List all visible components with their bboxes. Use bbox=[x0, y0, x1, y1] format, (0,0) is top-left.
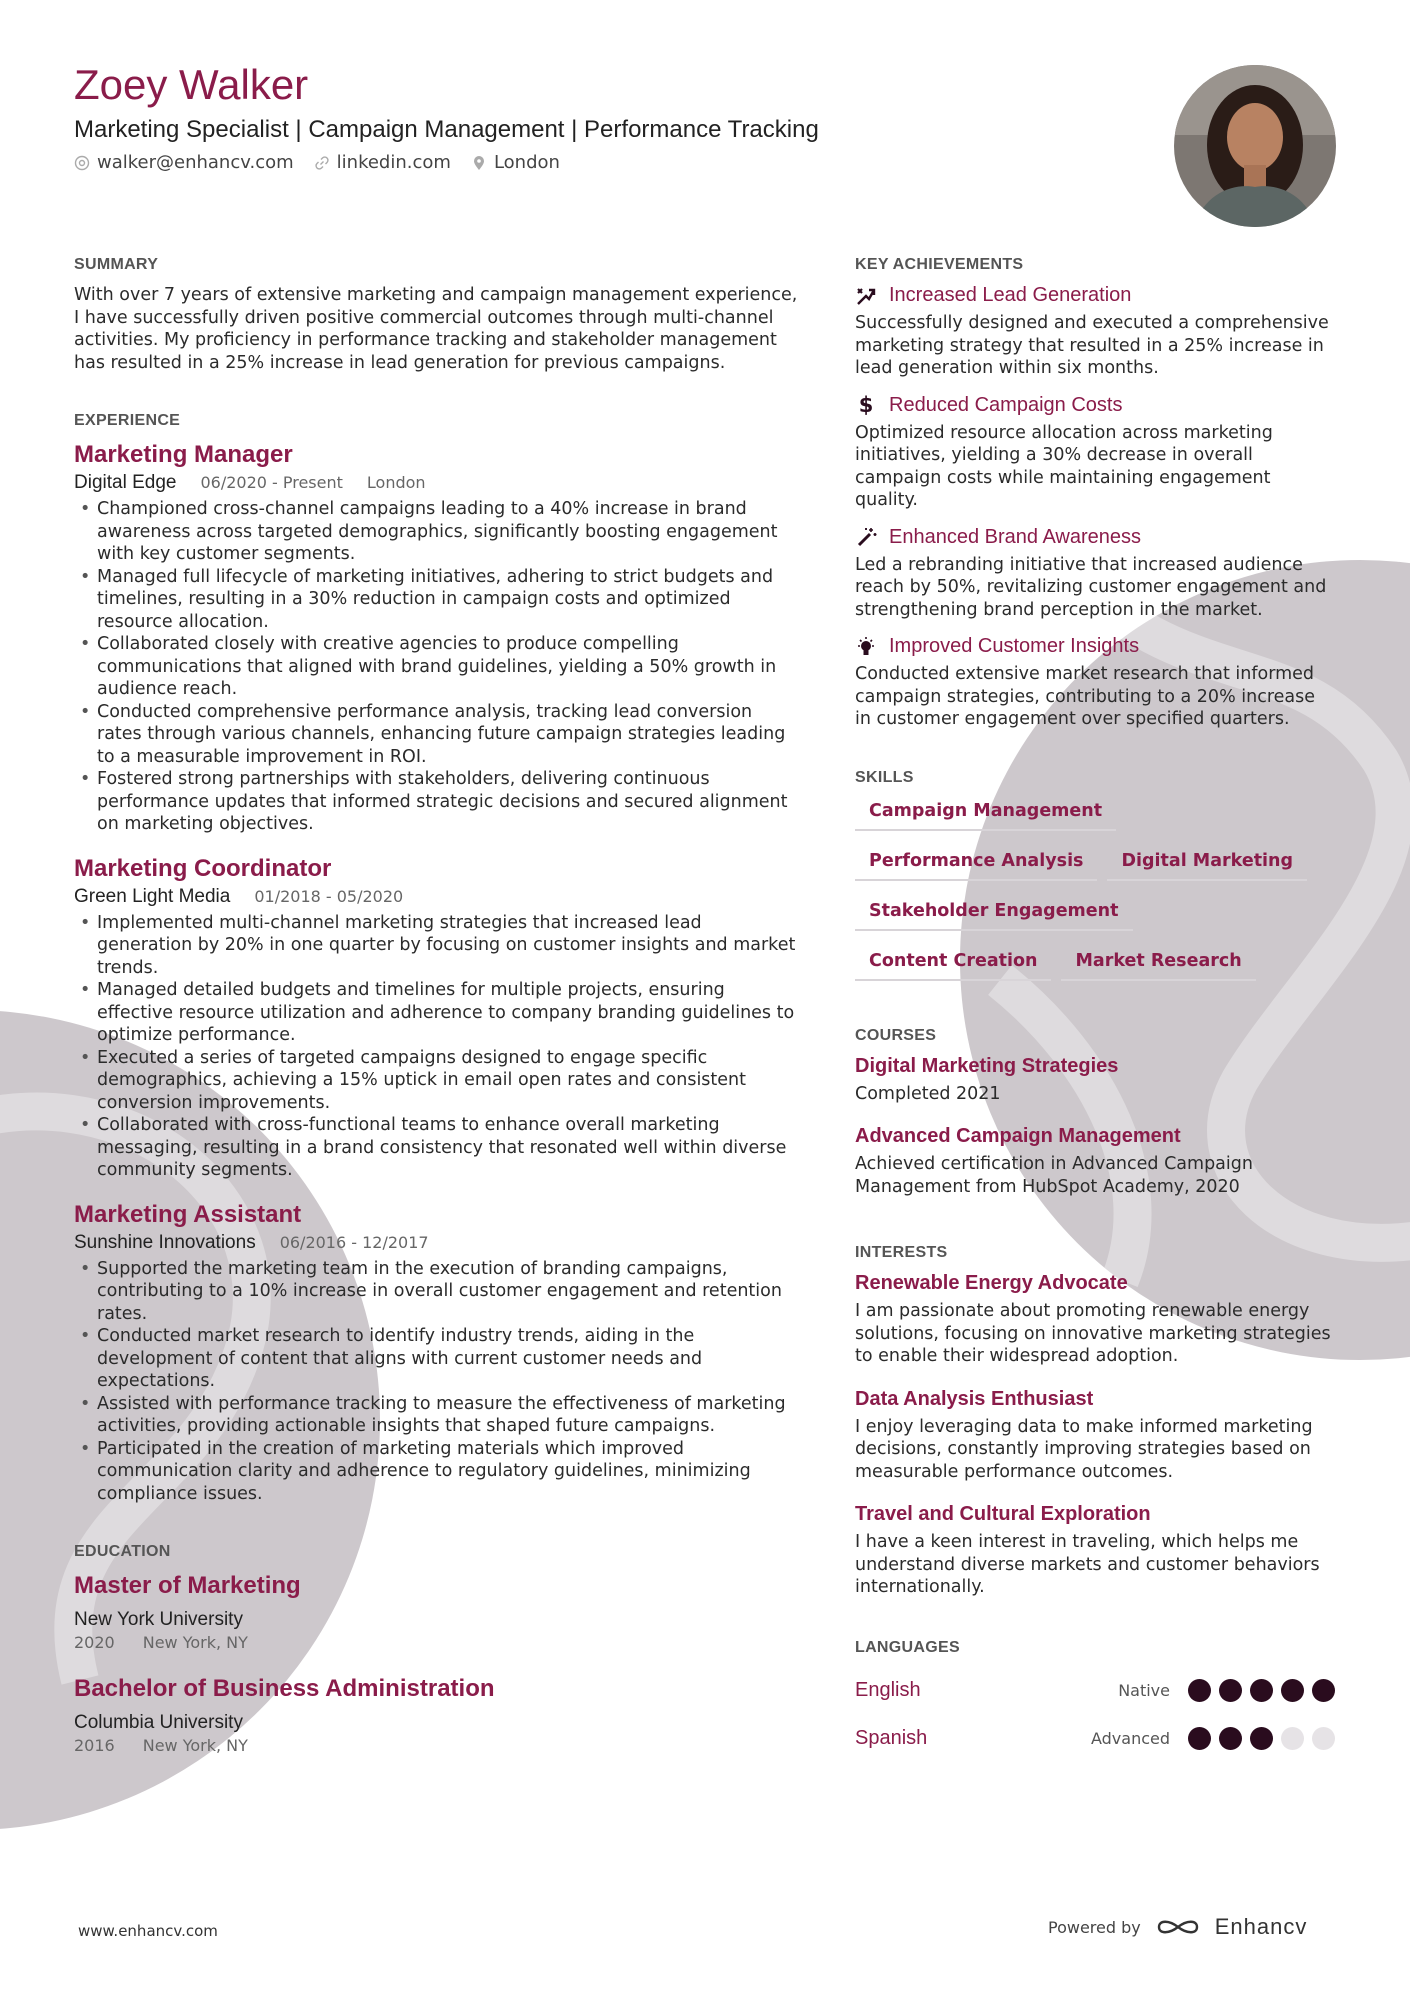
edu-location: New York, NY bbox=[142, 1633, 248, 1652]
job-title: Marketing Coordinator bbox=[74, 854, 332, 882]
job-location: London bbox=[366, 473, 426, 492]
interests-heading: INTERESTS bbox=[855, 1244, 948, 1261]
proficiency-dot-filled bbox=[1219, 1727, 1242, 1750]
experience-section bbox=[74, 412, 802, 1505]
language-item bbox=[855, 1667, 1335, 1715]
magic-wand-icon bbox=[855, 526, 877, 548]
job-dates: 06/2020 - Present bbox=[200, 473, 343, 492]
education-item bbox=[74, 1571, 802, 1652]
job-bullet: • Fostered strong partnerships with stakeholders, delivering continuous performance updates that informed strategic decisions and secured alignment on marketing objectives. bbox=[74, 768, 802, 836]
course-title: Advanced Campaign Management bbox=[855, 1125, 1181, 1147]
education-section bbox=[74, 1543, 802, 1755]
courses-section bbox=[855, 1027, 1335, 1199]
edu-year: 2020 bbox=[74, 1633, 115, 1652]
course-desc: Achieved certification in Advanced Campaign Management from HubSpot Academy, 2020 bbox=[855, 1154, 1253, 1197]
job-title: Marketing Manager bbox=[74, 441, 293, 468]
experience-heading: EXPERIENCE bbox=[74, 412, 181, 429]
job-bullet: • Executed a series of targeted campaigns designed to engage specific demographics, achieving a 15% uptick in email open rates and consistent conversion improvements. bbox=[74, 1047, 802, 1115]
job-bullet: • Conducted market research to identify industry trends, aiding in the development of content that aligns with current customer needs and expectations. bbox=[74, 1325, 802, 1393]
location-pin-icon bbox=[471, 155, 487, 171]
proficiency-dot-filled bbox=[1219, 1679, 1242, 1702]
job-bullet: • Championed cross-channel campaigns leading to a 40% increase in brand awareness across targeted demographics, significantly boosting engagement with key customer segments. bbox=[74, 498, 802, 566]
interest-desc: I am passionate about promoting renewable energy solutions, focusing on innovative marketing strategies to enable their widespread adoption. bbox=[855, 1301, 1331, 1366]
skills-section bbox=[855, 769, 1335, 981]
interest-title: Data Analysis Enthusiast bbox=[855, 1387, 1094, 1410]
language-level: Advanced bbox=[1090, 1729, 1170, 1748]
language-proficiency-dots bbox=[1188, 1679, 1335, 1702]
experience-item bbox=[74, 440, 802, 836]
achievements-section bbox=[855, 256, 1335, 731]
achievement-desc: Successfully designed and executed a comprehensive marketing strategy that resulted in a 25% increase in lead generation within six months. bbox=[855, 313, 1329, 378]
interest-item bbox=[855, 1503, 1335, 1599]
candidate-headline: Marketing Specialist | Campaign Management | Performance Tracking bbox=[74, 116, 819, 143]
languages-section bbox=[855, 1639, 1335, 1763]
interest-title: Renewable Energy Advocate bbox=[855, 1272, 1128, 1294]
powered-by-label: Powered by bbox=[1048, 1917, 1141, 1937]
job-dates: 06/2016 - 12/2017 bbox=[279, 1232, 429, 1252]
skill-tag: Campaign Management bbox=[855, 797, 1116, 831]
degree-title: Master of Marketing bbox=[74, 1572, 301, 1599]
achievement-title: Reduced Campaign Costs bbox=[889, 393, 1123, 416]
skill-tag: Market Research bbox=[1061, 947, 1255, 981]
footer-branding bbox=[1048, 1914, 1307, 1940]
company-name: Green Light Media bbox=[74, 885, 231, 907]
interest-title: Travel and Cultural Exploration bbox=[855, 1503, 1151, 1525]
link-icon bbox=[314, 155, 330, 171]
courses-heading: COURSES bbox=[855, 1026, 937, 1044]
profile-photo bbox=[1174, 65, 1336, 227]
proficiency-dot-filled bbox=[1250, 1679, 1273, 1702]
achievement-desc: Led a rebranding initiative that increased audience reach by 50%, revitalizing customer engagement and strengthening brand perception in the market. bbox=[855, 554, 1327, 620]
achievement-item bbox=[855, 284, 1335, 380]
summary-heading: SUMMARY bbox=[74, 256, 159, 273]
experience-item bbox=[74, 1200, 802, 1506]
achievements-heading: KEY ACHIEVEMENTS bbox=[855, 256, 1024, 273]
job-bullet: • Collaborated with cross-functional teams to enhance overall marketing messaging, resulting in a brand consistency that resonated well within diverse community segments. bbox=[74, 1114, 802, 1182]
achievement-desc: Optimized resource allocation across marketing initiatives, yielding a 30% decrease in overall campaign costs while maintaining engagement quality. bbox=[855, 422, 1273, 510]
achievement-item bbox=[855, 635, 1335, 731]
job-bullet: • Conducted comprehensive performance analysis, tracking lead conversion rates through various channels, enhancing future campaign strategies leading to a measurable improvement in ROI. bbox=[74, 701, 802, 769]
edu-year: 2016 bbox=[74, 1736, 115, 1755]
interest-item bbox=[855, 1388, 1335, 1484]
brand-name: Enhancv bbox=[1214, 1914, 1308, 1939]
candidate-name: Zoey Walker bbox=[74, 61, 309, 108]
footer-website[interactable]: www.enhancv.com bbox=[78, 1922, 218, 1940]
job-title: Marketing Assistant bbox=[74, 1200, 302, 1228]
location-text: London bbox=[493, 152, 560, 173]
language-name: English bbox=[855, 1679, 921, 1701]
job-bullet: • Collaborated closely with creative agencies to produce compelling communications that aligned with brand guidelines, yielding a 50% growth in audience reach. bbox=[74, 633, 802, 701]
lightbulb-icon bbox=[855, 636, 877, 658]
skills-heading: SKILLS bbox=[855, 768, 914, 786]
job-bullet: • Participated in the creation of marketing materials which improved communication clarity and adherence to regulatory guidelines, minimizing compliance issues. bbox=[74, 1438, 802, 1506]
interest-desc: I enjoy leveraging data to make informed marketing decisions, constantly improving strategies based on measurable performance outcomes. bbox=[855, 1416, 1313, 1482]
proficiency-dot-filled bbox=[1188, 1727, 1211, 1750]
language-level: Native bbox=[1118, 1681, 1170, 1700]
proficiency-dot-filled bbox=[1312, 1679, 1335, 1702]
skill-tag: Stakeholder Engagement bbox=[855, 897, 1133, 931]
course-item bbox=[855, 1125, 1335, 1198]
education-item bbox=[74, 1674, 802, 1755]
company-name: Digital Edge bbox=[74, 472, 177, 493]
job-bullet: • Assisted with performance tracking to measure the effectiveness of marketing activities, providing actionable insights that shaped future campaigns. bbox=[74, 1393, 802, 1438]
achievement-desc: Conducted extensive market research that informed campaign strategies, contributing to a 20% increase in customer engagement over specified quarters. bbox=[855, 664, 1316, 729]
course-title: Digital Marketing Strategies bbox=[855, 1054, 1119, 1077]
contact-info bbox=[74, 152, 560, 173]
proficiency-dot-empty bbox=[1281, 1727, 1304, 1750]
proficiency-dot-filled bbox=[1281, 1679, 1304, 1702]
school-name: New York University bbox=[74, 1609, 243, 1630]
degree-title: Bachelor of Business Administration bbox=[74, 1675, 495, 1702]
contact-location bbox=[471, 152, 560, 173]
proficiency-dot-filled bbox=[1188, 1679, 1211, 1702]
course-item bbox=[855, 1055, 1335, 1106]
experience-item bbox=[74, 854, 802, 1182]
edu-location: New York, NY bbox=[142, 1736, 248, 1755]
proficiency-dot-empty bbox=[1312, 1727, 1335, 1750]
language-item bbox=[855, 1715, 1335, 1763]
school-name: Columbia University bbox=[74, 1712, 243, 1733]
achievement-title: Enhanced Brand Awareness bbox=[889, 525, 1142, 548]
job-bullet: • Supported the marketing team in the execution of branding campaigns, contributing to a 10% increase in overall customer engagement and retention rates. bbox=[74, 1258, 802, 1326]
interests-section bbox=[855, 1244, 1335, 1599]
svg-text:$: $ bbox=[858, 394, 874, 416]
trend-arrows-icon bbox=[855, 285, 877, 307]
summary-section bbox=[74, 256, 802, 374]
job-bullet: • Managed detailed budgets and timelines for multiple projects, ensuring effective resource utilization and adherence to company branding guidelines to optimize performance. bbox=[74, 979, 802, 1047]
achievement-item bbox=[855, 526, 1335, 622]
job-bullet: • Implemented multi-channel marketing strategies that increased lead generation by 20% in one quarter by focusing on customer insights and market trends. bbox=[74, 912, 802, 980]
job-dates: 01/2018 - 05/2020 bbox=[254, 886, 404, 906]
achievement-title: Improved Customer Insights bbox=[889, 635, 1140, 657]
education-heading: EDUCATION bbox=[74, 1543, 171, 1560]
skill-tag: Performance Analysis bbox=[855, 847, 1097, 881]
summary-text: With over 7 years of extensive marketing and campaign management experience, I have successfully driven positive commercial outcomes through multi-channel activities. My proficiency in performance tracking and stakeholder management has resulted in a 25% increase in lead generation for previous campaigns. bbox=[74, 285, 798, 373]
interest-desc: I have a keen interest in traveling, which helps me understand diverse markets and customer behaviors internationally. bbox=[855, 1532, 1320, 1597]
achievement-item bbox=[855, 394, 1335, 512]
job-bullet: • Managed full lifecycle of marketing initiatives, adhering to strict budgets and timelines, resulting in a 30% reduction in campaign costs and optimized resource allocation. bbox=[74, 566, 802, 634]
proficiency-dot-filled bbox=[1250, 1727, 1273, 1750]
skill-tag: Content Creation bbox=[855, 947, 1051, 981]
company-name: Sunshine Innovations bbox=[74, 1231, 256, 1253]
dollar-icon bbox=[855, 394, 877, 416]
language-proficiency-dots bbox=[1188, 1727, 1335, 1750]
enhancv-logo-icon bbox=[1155, 1915, 1201, 1939]
language-name: Spanish bbox=[855, 1727, 928, 1749]
languages-heading: LANGUAGES bbox=[855, 1638, 960, 1656]
skill-tag: Digital Marketing bbox=[1107, 847, 1307, 881]
at-icon bbox=[74, 155, 90, 171]
linkedin-text: linkedin.com bbox=[336, 152, 451, 173]
contact-linkedin[interactable] bbox=[314, 152, 451, 173]
interest-item bbox=[855, 1272, 1335, 1368]
course-desc: Completed 2021 bbox=[855, 1083, 1001, 1104]
email-text: walker@enhancv.com bbox=[97, 152, 294, 173]
achievement-title: Increased Lead Generation bbox=[889, 284, 1132, 306]
contact-email[interactable] bbox=[74, 152, 294, 173]
